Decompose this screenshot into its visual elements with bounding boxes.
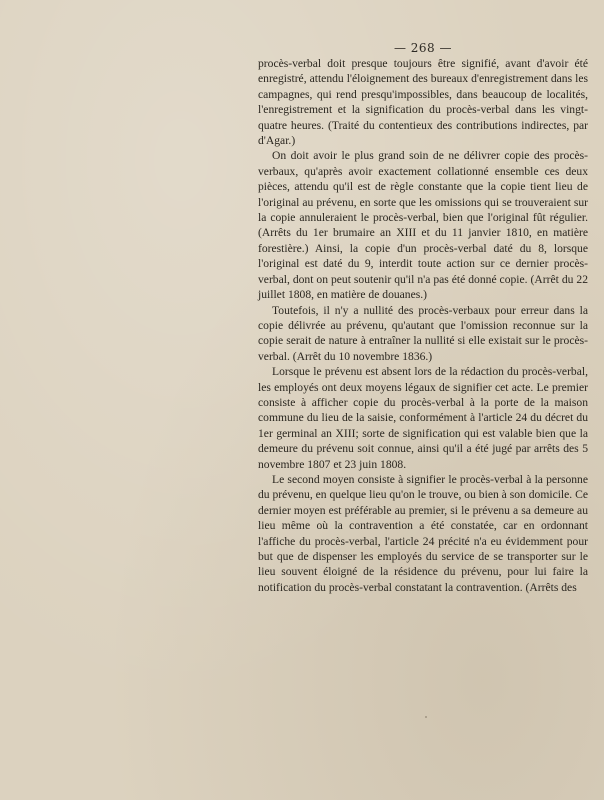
page-number: — 268 —	[393, 41, 453, 55]
paragraph-4: Lorsque le prévenu est absent lors de la rédaction du procès-verbal, les employés ont deux moyens légaux de signifier cet acte. Le premier consiste à afficher copie du procès-verbal à la porte de la maison commune du lieu de la saisie, conformément à l'article 24 du décret du 1er germinal an XIII; sorte de signification qui est valable bien que la demeure du prévenu soit connue, ainsi qu'il a été jugé par arrêts des 5 novembre 1807 et 23 juin 1808.	[258, 365, 588, 471]
paragraph-2: On doit avoir le plus grand soin de ne délivrer copie des procès-verbaux, qu'après avoir exactement collationné ensemble ces deux pièces, attendu qu'il est de règle constante que la copie tient lieu de l'original au prévenu, en sorte que les omissions qui se trouveraient sur la copie annuleraient le procès-verbal, bien que l'original fût régulier. (Arrêts du 1er brumaire an XIII et du 11 janvier 1810, en matière forestière.) Ainsi, la copie d'un procès-verbal daté du 8, lorsque l'original est daté du 9, interdit toute action sur ce dernier procès-verbal, dont on peut soutenir qu'il n'a pas été donné copie. (Arrêt du 22 juillet 1808, en matière de douanes.)	[258, 149, 588, 302]
paragraph-3: Toutefois, il n'y a nullité des procès-verbaux pour erreur dans la copie délivrée au prévenu, qu'autant que l'omission reconnue sur la copie serait de nature à entraîner la nullité si elle existait sur le procès-verbal. (Arrêt du 10 novembre 1836.)	[258, 303, 588, 363]
paragraph-5: Le second moyen consiste à signifier le procès-verbal à la personne du prévenu, en quelque lieu qu'on le trouve, ou bien à son domicile. Ce dernier moyen est préférable au premier, si le prévenu a sa demeure au lieu même où la contravention a été constatée, car en ordonnant l'affiche du procès-verbal, l'article 24 précité n'a eu évidemment pour but que de dispenser les employés du service de se transporter sur le lieu souvent éloigné de la résidence du prévenu, pour lui faire la notification du procès-verbal constatant la contravention. (Arrêts des	[258, 472, 588, 594]
paper-speck	[425, 716, 427, 718]
body-text	[258, 56, 588, 595]
paragraph-1: procès-verbal doit presque toujours être signifié, avant d'avoir été enregistré, attendu l'éloignement des bureaux d'enregistrement dans les campagnes, qui rend presqu'impossibles, dans beaucoup de localités, l'enregistrement et la signification du procès-verbal dans les vingt-quatre heures. (Traité du contentieux des contributions indirectes, par d'Agar.)	[258, 57, 588, 148]
